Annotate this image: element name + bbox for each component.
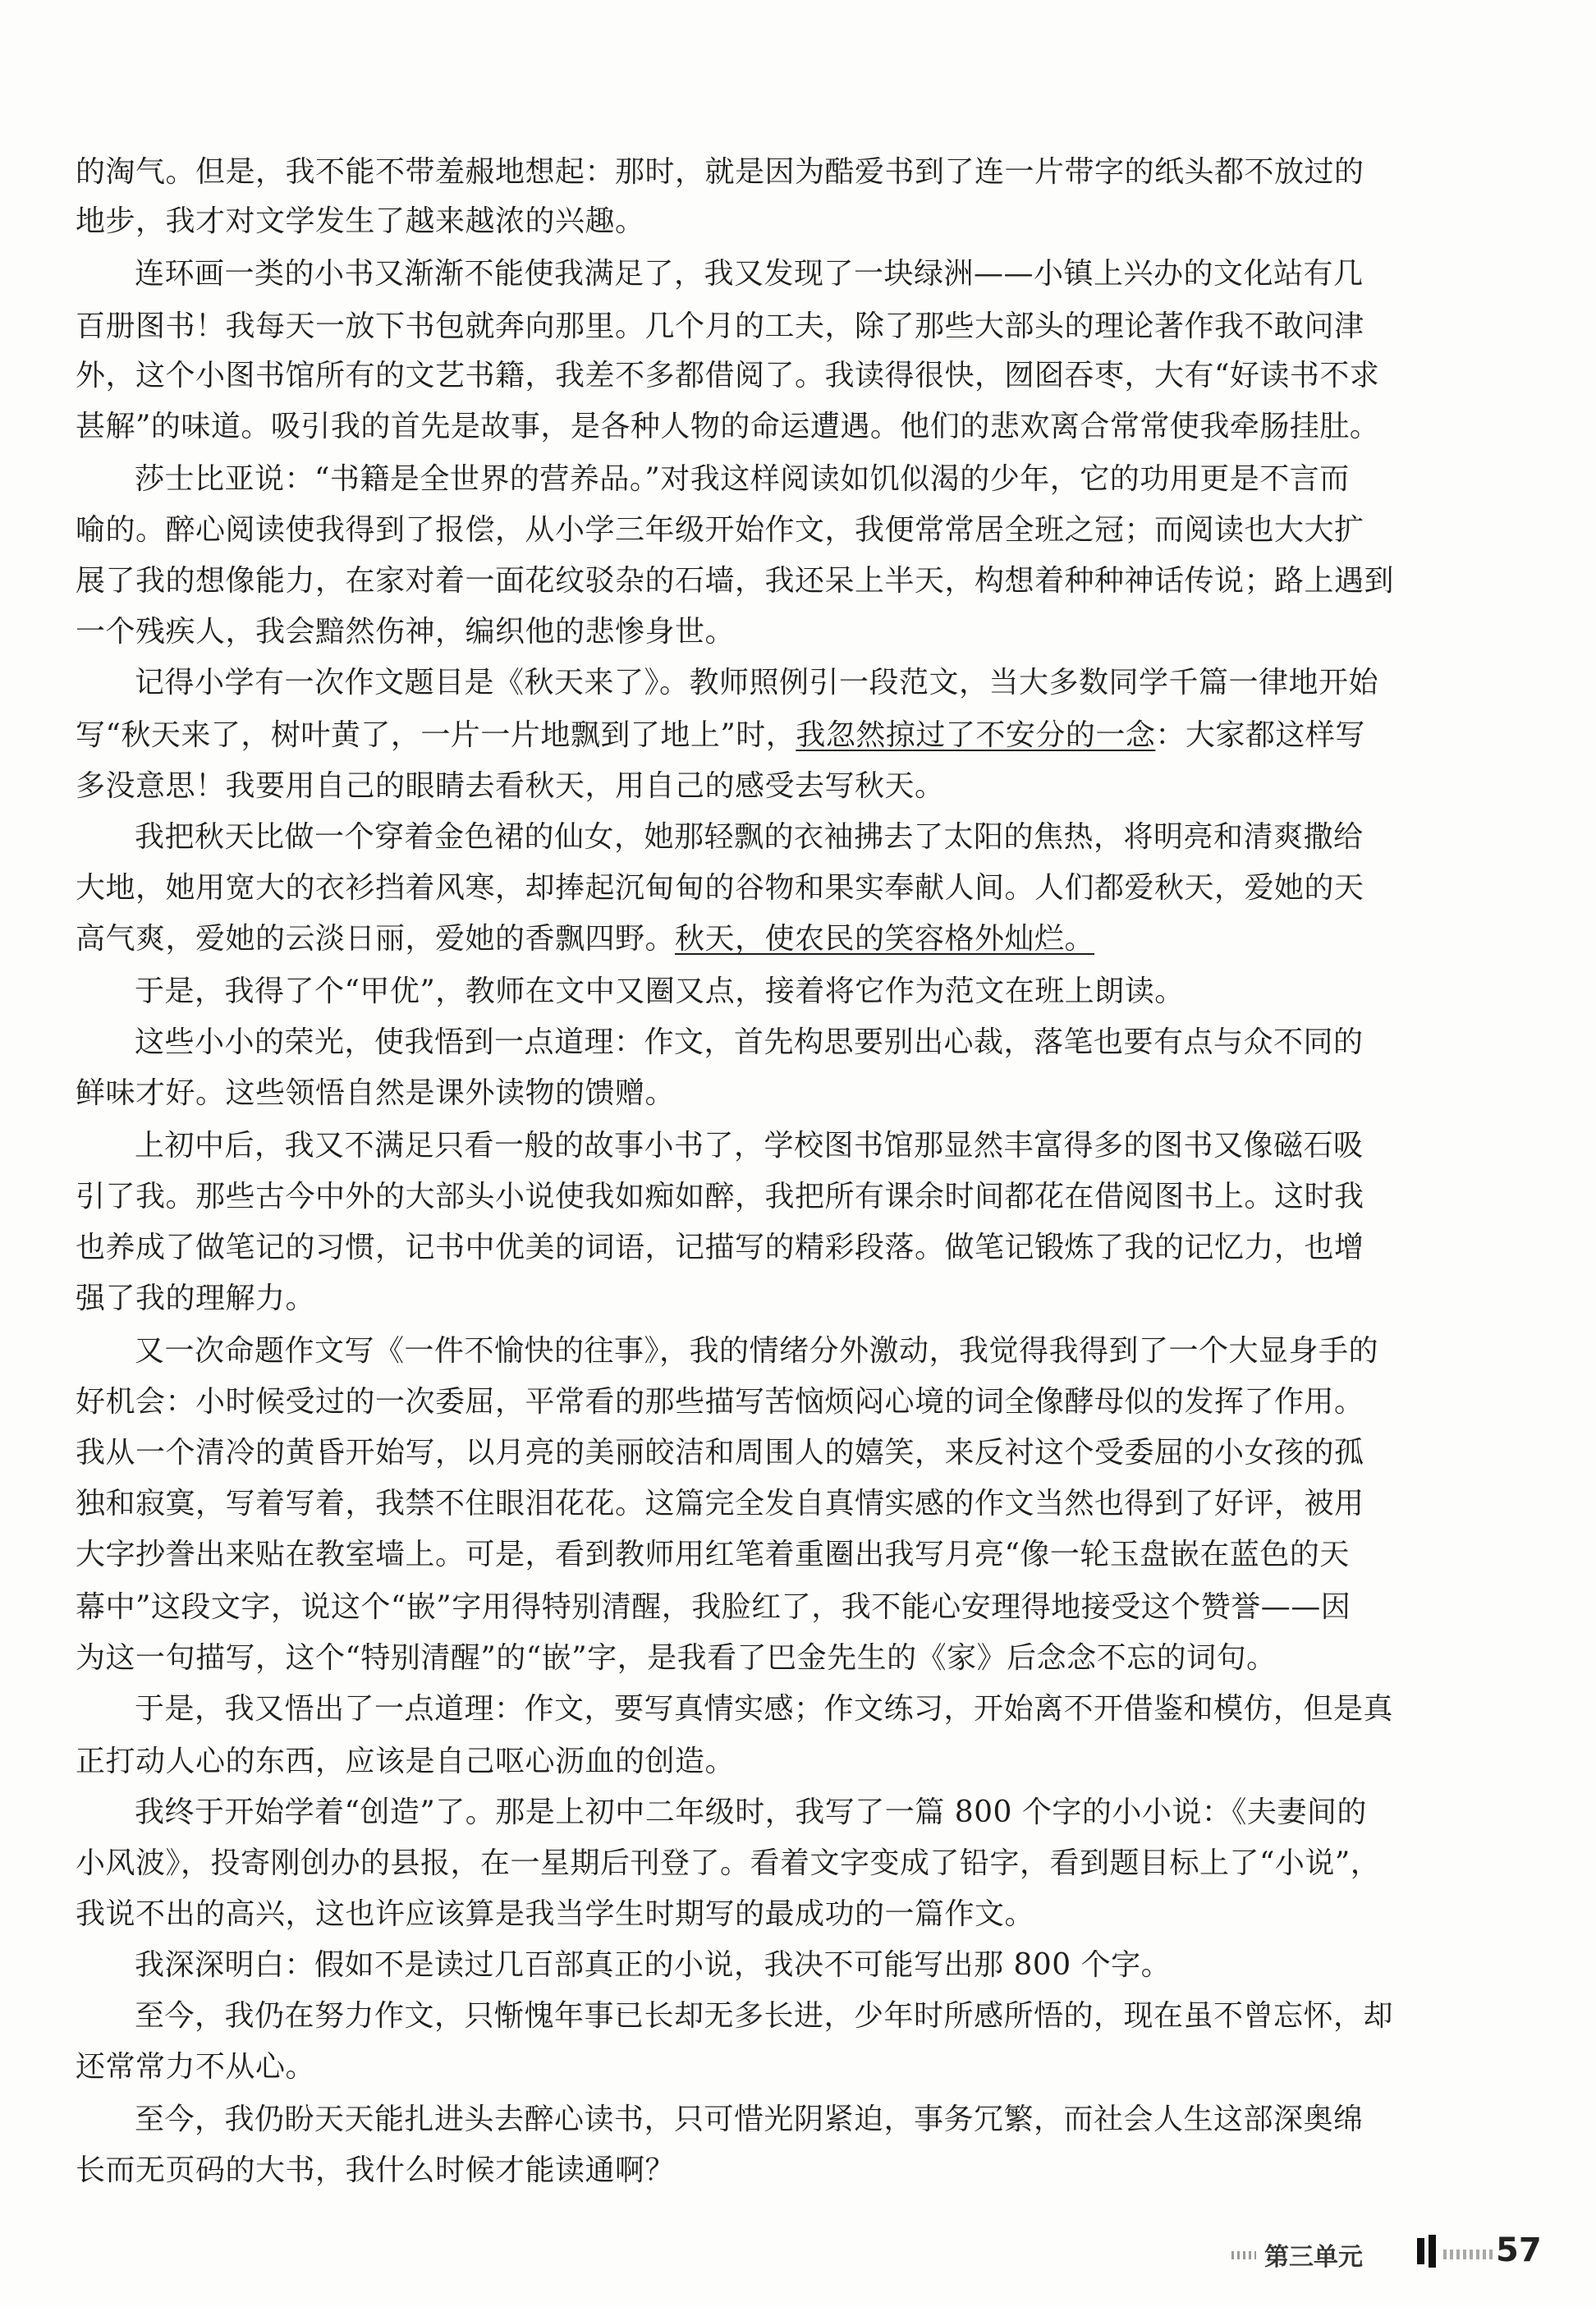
text-line: 喻的。醉心阅读使我得到了报偿，从小学三年级开始作文，我便常常居全班之冠；而阅读也大大扩 <box>76 513 1364 547</box>
text-line: 引了我。那些古今中外的大部头小说使我如痴如醉，我把所有课余时间都花在借阅图书上。这时我 <box>76 1180 1364 1213</box>
text-line: 连环画一类的小书又渐渐不能使我满足了，我又发现了一块绿洲——小镇上兴办的文化站有几 <box>135 257 1364 291</box>
text-segment: ：大家都这样写 <box>1155 718 1365 752</box>
footer-dots-decoration <box>1443 2250 1493 2259</box>
text-line: 外，这个小图书馆所有的文艺书籍，我差不多都借阅了。我读得很快，囫囵吞枣，大有“好读书不求 <box>76 359 1380 392</box>
text-line: 鲜味才好。这些领悟自然是课外读物的馈赠。 <box>76 1076 676 1110</box>
text-line: 多没意思！我要用自己的眼睛去看秋天，用自己的感受去写秋天。 <box>76 769 945 803</box>
unit-label: 第三单元 <box>1264 2243 1363 2272</box>
text-line: 的淘气。但是，我不能不带羞赧地想起：那时，就是因为酷爱书到了连一片带字的纸头都不放过的 <box>76 155 1364 189</box>
text-line: 百册图书！我每天一放下书包就奔向那里。几个月的工夫，除了那些大部头的理论著作我不敢问津 <box>76 310 1364 343</box>
text-line: 我说不出的高兴，这也许应该算是我当学生时期写的最成功的一篇作文。 <box>76 1897 1035 1931</box>
text-line: 一个残疾人，我会黯然伤神，编织他的悲惨身世。 <box>76 615 736 649</box>
text-line: 我深深明白：假如不是读过几百部真正的小说，我决不可能写出那 800 个字。 <box>135 1948 1172 1982</box>
text-line: 至今，我仍在努力作文，只惭愧年事已长却无多长进，少年时所感所悟的，现在虽不曾忘怀，却 <box>135 1999 1394 2033</box>
text-line: 我终于开始学着“创造”了。那是上初中二年级时，我写了一篇 800 个字的小小说：《夫妻间的 <box>135 1796 1367 1829</box>
text-line: 展了我的想像能力，在家对着一面花纹驳杂的石墙，我还呆上半天，构想着种种神话传说；路上遇到 <box>76 564 1395 598</box>
underlined-sentence: 我忽然掠过了不安分的一念 <box>796 718 1156 752</box>
text-line: 记得小学有一次作文题目是《秋天来了》。教师照例引一段范文，当大多数同学千篇一律地开始 <box>135 666 1379 699</box>
underlined-sentence: 秋天，使农民的笑容格外灿烂。 <box>675 922 1095 956</box>
text-line: 这些小小的荣光，使我悟到一点道理：作文，首先构思要别出心裁，落笔也要有点与众不同的 <box>135 1025 1364 1059</box>
text-segment: 高气爽，爱她的云淡日丽，爱她的香飘四野。 <box>76 922 676 956</box>
page-number: 57 <box>1496 2231 1542 2269</box>
text-line: 也养成了做笔记的习惯，记书中优美的词语，记描写的精彩段落。做笔记锻炼了我的记忆力，也增 <box>76 1231 1364 1264</box>
text-line: 正打动人心的东西，应该是自己呕心沥血的创造。 <box>76 1745 736 1778</box>
text-line: 独和寂寞，写着写着，我禁不住眼泪花花。这篇完全发自真情实感的作文当然也得到了好评，被用 <box>76 1487 1364 1520</box>
text-line: 地步，我才对文学发生了越来越浓的兴趣。 <box>76 204 645 238</box>
text-line: 我从一个清冷的黄昏开始写，以月亮的美丽皎洁和周围人的嬉笑，来反衬这个受委屈的小女孩的孤 <box>76 1436 1364 1470</box>
text-line: 幕中”这段文字，说这个“嵌”字用得特别清醒，我脸红了，我不能心安理得地接受这个赞誉——因 <box>76 1590 1351 1624</box>
footer-dots-decoration <box>1231 2251 1256 2259</box>
text-line: 大地，她用宽大的衣衫挡着风寒，却捧起沉甸甸的谷物和果实奉献人间。人们都爱秋天，爱她的天 <box>76 871 1364 905</box>
text-line <box>76 716 1365 755</box>
text-segment: 写“秋天来了，树叶黄了，一片一片地飘到了地上”时， <box>76 718 796 752</box>
text-line: 小风波》，投寄刚创办的县报，在一星期后刊登了。看着文字变成了铅字，看到题目标上了“小说”， <box>76 1846 1381 1880</box>
text-line: 好机会：小时候受过的一次委屈，平常看的那些描写苦恼烦闷心境的词全像酵母似的发挥了作用。 <box>76 1385 1364 1419</box>
bars-icon <box>1412 2235 1442 2268</box>
text-line: 于是，我又悟出了一点道理：作文，要写真情实感；作文练习，开始离不开借鉴和模仿，但是真 <box>135 1692 1394 1726</box>
page-footer <box>1231 2230 1560 2279</box>
text-line: 还常常力不从心。 <box>76 2050 316 2084</box>
text-line <box>76 920 1094 959</box>
text-line: 强了我的理解力。 <box>76 1282 316 1315</box>
text-line: 甚解”的味道。吸引我的首先是故事，是各种人物的命运遭遇。他们的悲欢离合常常使我牵肠挂肚。 <box>76 410 1380 443</box>
text-line: 于是，我得了个“甲优”，教师在文中又圈又点，接着将它作为范文在班上朗读。 <box>135 975 1185 1008</box>
text-line: 长而无页码的大书，我什么时候才能读通啊？ <box>76 2153 676 2187</box>
text-line: 大字抄誊出来贴在教室墙上。可是，看到教师用红笔着重圈出我写月亮“像一轮玉盘嵌在蓝色的天 <box>76 1538 1350 1571</box>
text-line: 莎士比亚说：“书籍是全世界的营养品。”对我这样阅读如饥似渴的少年，它的功用更是不言而 <box>135 462 1350 496</box>
text-line: 上初中后，我又不满足只看一般的故事小书了，学校图书馆那显然丰富得多的图书又像磁石吸 <box>135 1129 1364 1163</box>
text-line: 至今，我仍盼天天能扎进头去醉心读书，只可惜光阴紧迫，事务冗繁，而社会人生这部深奥绵 <box>135 2103 1364 2136</box>
text-line: 我把秋天比做一个穿着金色裙的仙女，她那轻飘的衣袖拂去了太阳的焦热，将明亮和清爽撒给 <box>135 820 1364 854</box>
text-line: 为这一句描写，这个“特别清醒”的“嵌”字，是我看了巴金先生的《家》后念念不忘的词句。 <box>76 1641 1277 1675</box>
text-line: 又一次命题作文写《一件不愉快的往事》，我的情绪分外激动，我觉得我得到了一个大显身手的 <box>135 1334 1379 1368</box>
